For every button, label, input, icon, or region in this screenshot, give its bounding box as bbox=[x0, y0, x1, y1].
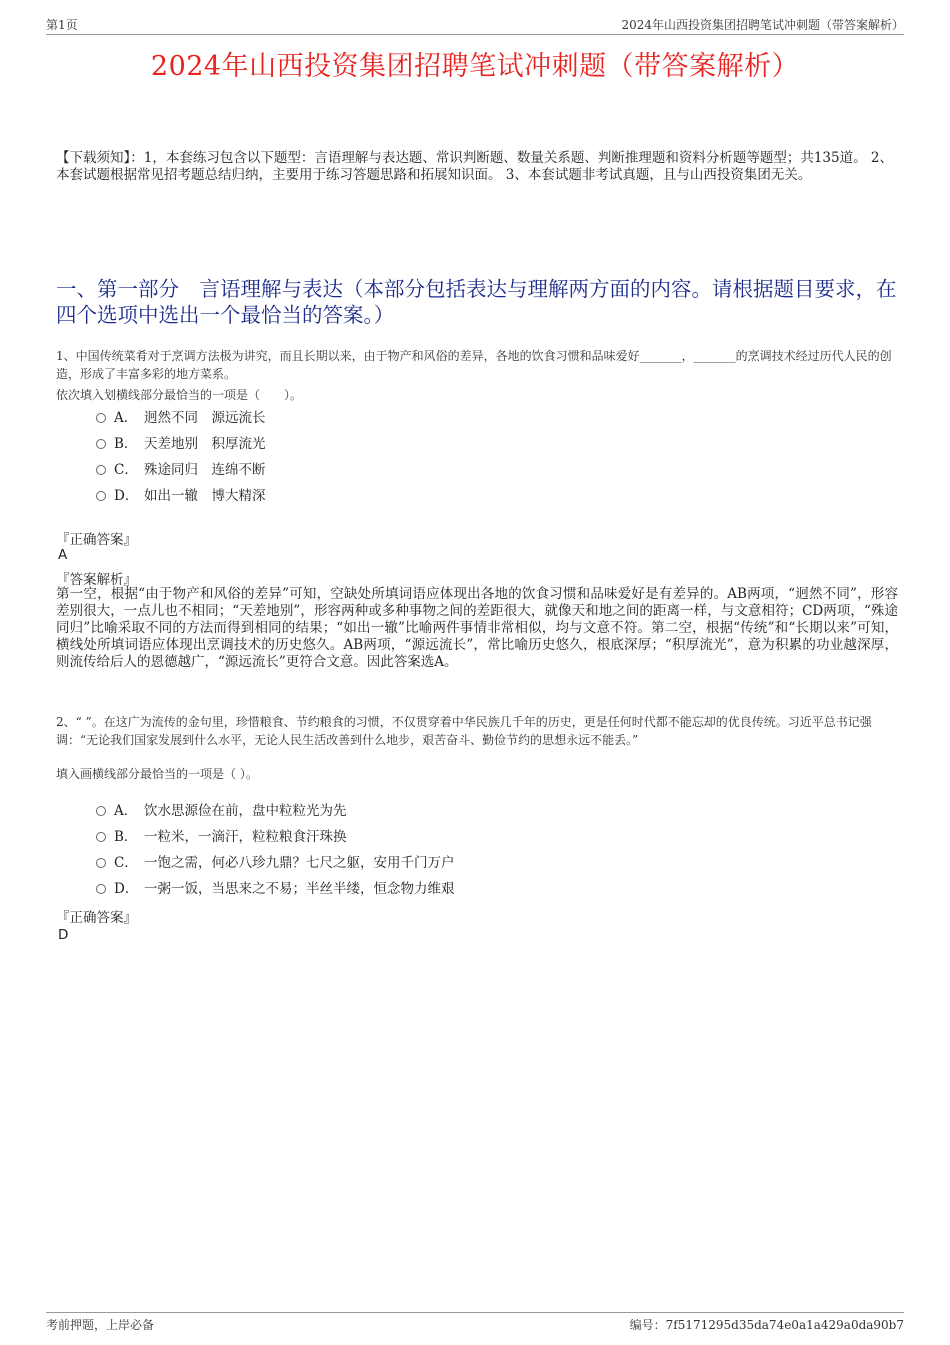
answer-value: D bbox=[58, 927, 69, 943]
radio-icon[interactable] bbox=[96, 806, 106, 816]
footer-slogan: 考前押题，上岸必备 bbox=[46, 1318, 155, 1332]
option-b[interactable]: B． 天差地别 积厚流光 bbox=[96, 431, 266, 457]
question-1-prompt: 依次填入划横线部分最恰当的一项是（ ）。 bbox=[56, 388, 303, 402]
answer-value: A bbox=[58, 547, 68, 563]
option-a[interactable]: A． 饮水思源俭在前，盘中粒粒光为先 bbox=[96, 798, 455, 824]
question-1-stem: 1、中国传统菜肴对于烹调方法极为讲究，而且长期以来，由于物产和风俗的差异，各地的饮食习惯和品味爱好_______，_______的烹调技术经过历代人民的创造，形成了丰富多彩的地方菜系。 bbox=[56, 349, 892, 381]
radio-icon[interactable] bbox=[96, 884, 106, 894]
radio-icon[interactable] bbox=[96, 465, 106, 475]
question-2-prompt: 填入画横线部分最恰当的一项是（ ）。 bbox=[56, 767, 258, 781]
option-c[interactable]: C． 一饱之需，何必八珍九鼎？七尺之躯，安用千门万户 bbox=[96, 850, 455, 876]
answer-label: 『正确答案』 bbox=[56, 532, 137, 548]
download-notice: 【下载须知】：1，本套练习包含以下题型：言语理解与表达题、常识判断题、数量关系题、判断推理题和资料分析题等题型；共135道。 2、本套试题根据常见招考题总结归纳，主要用于练习答题思路和拓展知识面。 3、本套试题非考试真题，且与山西投资集团无关。 bbox=[56, 150, 893, 183]
question-2-stem: 2、“ ”。在这广为流传的金句里，珍惜粮食、节约粮食的习惯，不仅贯穿着中华民族几千年的历史，更是任何时代都不能忘却的优良传统。习近平总书记强调：“无论我们国家发展到什么水平，无论人民生活改善到什么地步，艰苦奋斗、勤俭节约的思想永远不能丢。” bbox=[56, 715, 872, 747]
option-d[interactable]: D． 一粥一饭，当思来之不易；半丝半缕，恒念物力维艰 bbox=[96, 876, 455, 902]
option-c[interactable]: C． 殊途同归 连绵不断 bbox=[96, 457, 266, 483]
answer-analysis: 第一空，根据“由于物产和风俗的差异”可知，空缺处所填词语应体现出各地的饮食习惯和品味爱好是有差异的。AB两项，“迥然不同”，形容差别很大，一点儿也不相同；“天差地别”，形容两种或多种事物之间的差距很大，就像天和地之间的距离一样，与文意相符；CD两项，“殊途同归”比喻采取不同的方法而得到相同的结果；“如出一辙”比喻两件事情非常相似，均与文意不符。第二空，根据“传统”和“长期以来”可知，横线处所填词语应体现出烹调技术的历史悠久。AB两项，“源远流长”，常比喻历史悠久，根底深厚；“积厚流光”，意为积累的功业越深厚，则流传给后人的恩德越广，“源远流长”更符合文意。因此答案选A。 bbox=[56, 586, 898, 670]
page-title: 2024年山西投资集团招聘笔试冲刺题（带答案解析） bbox=[150, 51, 800, 82]
header-doc-title: 2024年山西投资集团招聘笔试冲刺题（带答案解析） bbox=[621, 18, 904, 32]
question-2-options bbox=[96, 798, 455, 902]
radio-icon[interactable] bbox=[96, 832, 106, 842]
option-d[interactable]: D． 如出一辙 博大精深 bbox=[96, 483, 266, 509]
question-1-options bbox=[96, 405, 266, 509]
analysis-label: 『答案解析』 bbox=[56, 572, 137, 588]
radio-icon[interactable] bbox=[96, 491, 106, 501]
radio-icon[interactable] bbox=[96, 439, 106, 449]
radio-icon[interactable] bbox=[96, 413, 106, 423]
answer-label: 『正确答案』 bbox=[56, 910, 137, 926]
option-b[interactable]: B． 一粒米，一滴汗，粒粒粮食汗珠换 bbox=[96, 824, 455, 850]
page-header bbox=[46, 16, 904, 35]
section-title: 一、第一部分 言语理解与表达（本部分包括表达与理解两方面的内容。请根据题目要求，在四个选项中选出一个最恰当的答案。） bbox=[56, 277, 897, 327]
page-footer bbox=[46, 1312, 904, 1333]
option-a[interactable]: A． 迥然不同 源远流长 bbox=[96, 405, 266, 431]
page-number: 第1页 bbox=[46, 18, 78, 32]
footer-serial: 编号：7f5171295d35da74e0a1a429a0da90b7 bbox=[629, 1318, 904, 1332]
radio-icon[interactable] bbox=[96, 858, 106, 868]
